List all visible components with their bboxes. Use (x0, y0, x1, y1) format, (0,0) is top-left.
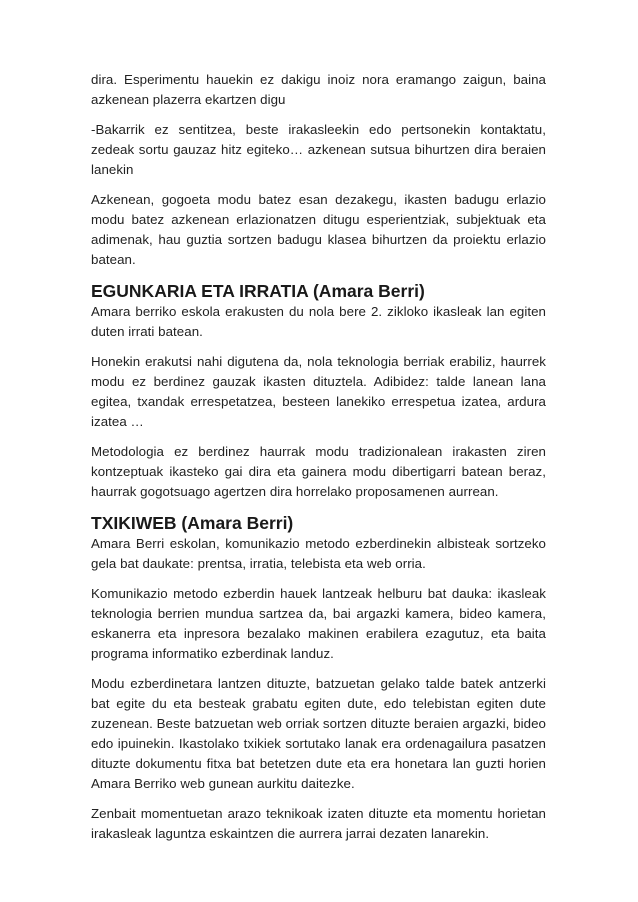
intro-paragraph: -Bakarrik ez sentitzea, beste irakasleekin edo pertsonekin kontaktatu, zedeak sortu gauzaz hitz egiteko… azkenean sutsua bihurtzen dira beraien lanekin (91, 122, 546, 177)
section-heading-egunkaria: EGUNKARIA ETA IRRATIA (Amara Berri) (91, 281, 425, 301)
section-paragraph: Amara berriko eskola erakusten du nola bere 2. zikloko ikasleak lan egiten duten irrati batean. (91, 304, 546, 339)
section-paragraph: Komunikazio metodo ezberdin hauek lantzeak helburu bat dauka: ikasleak teknologia berrien mundua sartzea da, bai argazki kamera, bideo kamera, eskanerra eta inpresora bezalako makinen erabilera ezagutuz, eta baita programa informatiko ezberdinak landuz. (91, 586, 546, 661)
section-heading-txikiweb: TXIKIWEB (Amara Berri) (91, 513, 294, 533)
intro-paragraph: Azkenean, gogoeta modu batez esan dezakegu, ikasten badugu erlazio modu batez azkenean erlazionatzen ditugu esperientziak, subjektuak eta adimenak, hau guztia sortzen badugu klasea bihurtzen da proiektu erlazio batean. (91, 192, 546, 267)
intro-paragraph: dira. Esperimentu hauekin ez dakigu inoiz nora eramango zaigun, baina azkenean plazerra ekartzen digu (91, 72, 546, 107)
section-paragraph: Zenbait momentuetan arazo teknikoak izaten dituzte eta momentu horietan irakasleak laguntza eskaintzen die aurrera jarrai dezaten lanarekin. (91, 806, 546, 841)
section-paragraph: Modu ezberdinetara lantzen dituzte, batzuetan gelako talde batek antzerki bat egite du eta besteak grabatu egiten dute, edo telebistan egiten dute zuzenean. Beste batzuetan web orriak sortzen dituzte beraien argazki, bideo edo ipuinekin. Ikastolako txikiek sortutako lanak era ordenagailura pasatzen dituzte dokumentu fitxa bat betetzen dute eta era honetara lan guzti horien Amara Berriko web gunean aurkitu daitezke. (91, 676, 546, 791)
document-body (91, 70, 546, 854)
section-paragraph: Amara Berri eskolan, komunikazio metodo ezberdinekin albisteak sortzeko gela bat daukate: prentsa, irratia, telebista eta web orria. (91, 536, 546, 571)
section-paragraph: Metodologia ez berdinez haurrak modu tradizionalean irakasten ziren kontzeptuak ikasteko gai dira eta gainera modu dibertigarri batean beraz, haurrak gogotsuago agertzen dira horrelako proposamenen aurrean. (91, 444, 546, 499)
section-paragraph: Honekin erakutsi nahi digutena da, nola teknologia berriak erabiliz, haurrek modu ez berdinez gauzak ikasten dituztela. Adibidez: talde lanean lana egitea, txandak errespetatzea, besteen lanekiko errespetua izatea, ardura izatea … (91, 354, 546, 429)
